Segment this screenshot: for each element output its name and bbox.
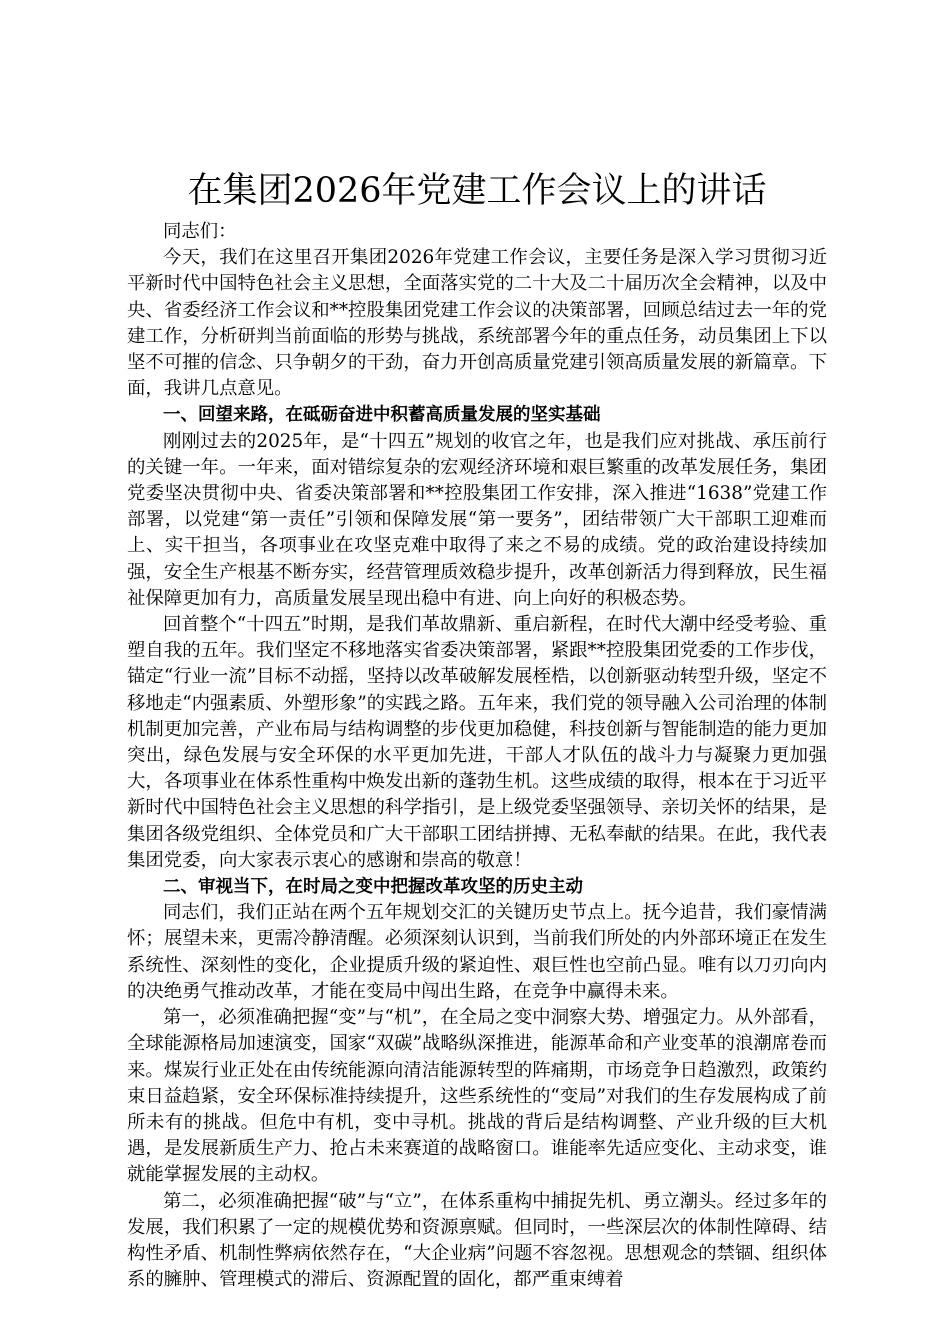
section-2-heading: 二、审视当下，在时局之变中把握改革攻坚的历史主动 <box>163 877 583 898</box>
section-2-paragraph: 第一，必须准确把握“变”与“机”，在全局之变中洞察大势、增强定力。从外部看，全球能源格局加速演变，国家“双碳”战略纵深推进，能源革命和产业变革的浪潮席卷而来。煤炭行业正处在由传统能源向清洁能源转型的阵痛期，市场竞争日趋激烈，政策约束日益趋紧，安全环保标准持续提升，这些系统性的“变局”对我们的生存发展构成了前所未有的挑战。但危中有机，变中寻机。挑战的背后是结构调整、产业升级的巨大机遇，是发展新质生产力、抢占未来赛道的战略窗口。谁能率先适应变化、主动求变，谁就能掌握发展的主动权。 <box>127 1007 827 1186</box>
section-1-paragraph: 刚刚过去的2025年，是“十四五”规划的收官之年，也是我们应对挑战、承压前行的关键一年。一年来，面对错综复杂的宏观经济环境和艰巨繁重的改革发展任务，集团党委坚决贯彻中央、省委决策部署和**控股集团工作安排，深入推进“1638”党建工作部署，以党建“第一责任”引领和保障发展“第一要务”，团结带领广大干部职工迎难而上、实干担当，各项事业在攻坚克难中取得了来之不易的成绩。党的政治建设持续加强，安全生产根基不断夯实，经营管理质效稳步提升，改革创新活力得到释放，民生福祉保障更加有力，高质量发展呈现出稳中有进、向上向好的积极态势。 <box>127 430 827 609</box>
section-2-paragraph: 第二，必须准确把握“破”与“立”，在体系重构中捕捉先机、勇立潮头。经过多年的发展，我们积累了一定的规模优势和资源禀赋。但同时，一些深层次的体制性障碍、结构性矛盾、机制性弊病依然存在，“大企业病”问题不容忽视。思想观念的禁锢、组织体系的臃肿、管理模式的滞后、资源配置的固化，都严重束缚着 <box>127 1190 827 1291</box>
section-2-paragraph: 同志们，我们正站在两个五年规划交汇的关键历史节点上。抚今追昔，我们豪情满怀；展望未来，更需冷静清醒。必须深刻认识到，当前我们所处的内外部环境正在发生系统性、深刻性的变化，企业提质升级的紧迫性、艰巨性也空前凸显。唯有以刀刃向内的决绝勇气推动改革，才能在变局中闯出生路，在竞争中赢得未来。 <box>127 902 827 1002</box>
section-1-paragraph: 回首整个“十四五”时期，是我们革故鼎新、重启新程，在时代大潮中经受考验、重塑自我的五年。我们坚定不移地落实省委决策部署，紧跟**控股集团党委的工作步伐，锚定“行业一流”目标不动摇，坚持以改革破解发展桎梏，以创新驱动转型升级，坚定不移地走“内强素质、外塑形象”的实践之路。五年来，我们党的领导融入公司治理的体制机制更加完善，产业布局与结构调整的步伐更加稳健，科技创新与智能制造的能力更加突出，绿色发展与安全环保的水平更加先进，干部人才队伍的战斗力与凝聚力更加强大，各项事业在体系性重构中焕发出新的蓬勃生机。这些成绩的取得，根本在于习近平新时代中国特色社会主义思想的科学指引，是上级党委坚强领导、亲切关怀的结果，是集团各级党组织、全体党员和广大干部职工团结拼搏、无私奉献的结果。在此，我代表集团党委，向大家表示衷心的感谢和崇高的敬意！ <box>127 614 827 871</box>
document-page <box>127 165 827 1293</box>
salutation: 同志们： <box>163 221 237 242</box>
document-title: 在集团2026年党建工作会议上的讲话 <box>187 171 767 211</box>
section-1-heading: 一、回望来路，在砥砺奋进中积蓄高质量发展的坚实基础 <box>163 405 601 426</box>
intro-paragraph: 今天，我们在这里召开集团2026年党建工作会议，主要任务是深入学习贯彻习近平新时代中国特色社会主义思想，全面落实党的二十大及二十届历次全会精神，以及中央、省委经济工作会议和**控股集团党建工作会议的决策部署，回顾总结过去一年的党建工作，分析研判当前面临的形势与挑战，系统部署今年的重点任务，动员集团上下以坚不可摧的信念、只争朝夕的干劲，奋力开创高质量党建引领高质量发展的新篇章。下面，我讲几点意见。 <box>127 247 827 400</box>
